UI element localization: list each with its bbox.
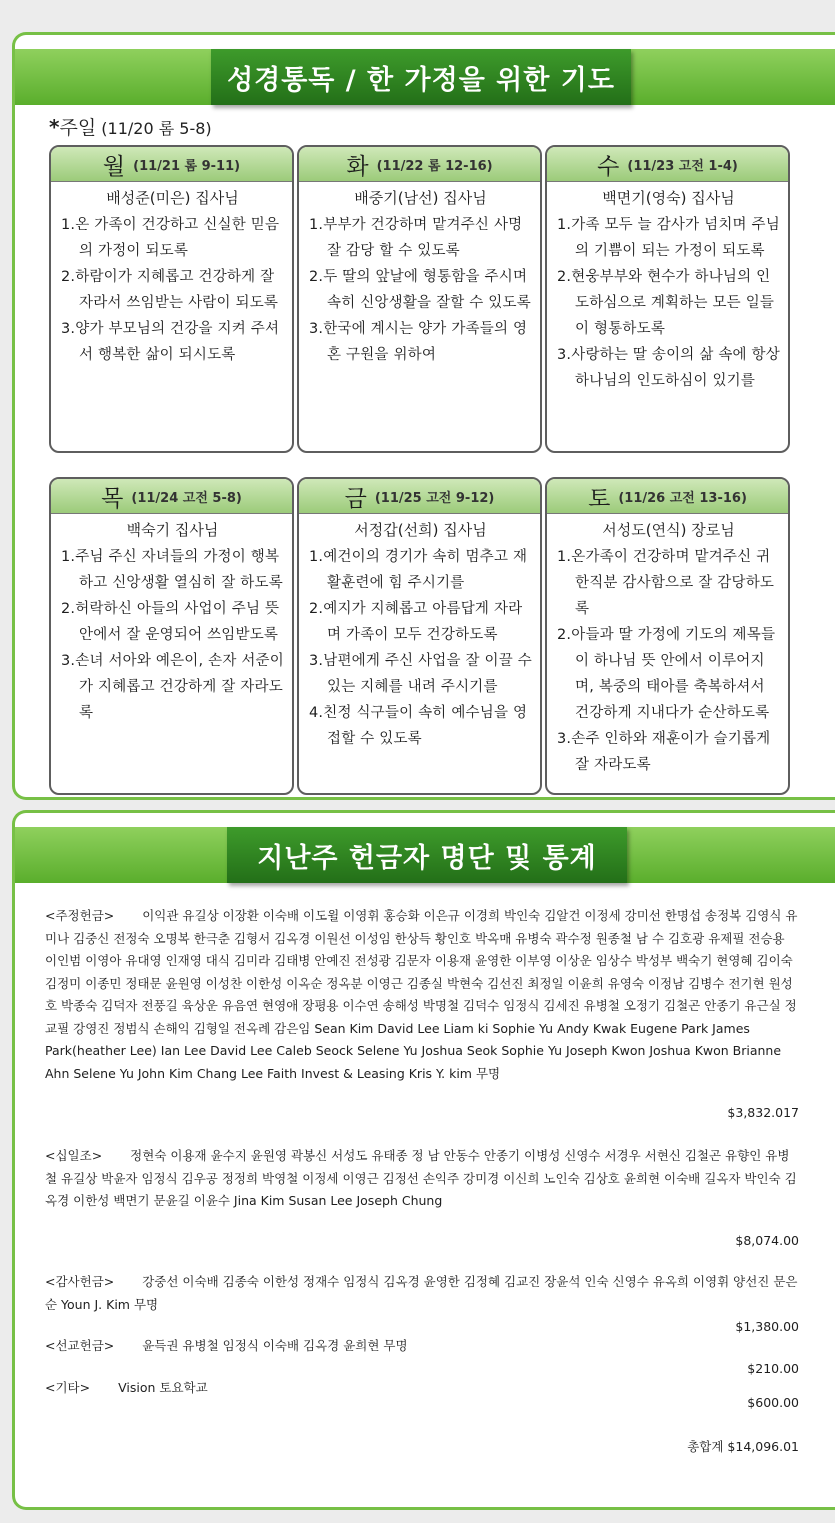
day-card	[297, 477, 542, 795]
offering-amount: $3,832.017	[727, 1105, 799, 1120]
day-body	[547, 513, 788, 793]
prayer-item: 2.아들과 딸 가정에 기도의 제목들이 하나님 뜻 안에서 이루어지며, 복중의 태아를 축복하셔서 건강하게 지내다가 순산하도록	[557, 627, 776, 721]
prayer-item: 3.남편에게 주신 사업을 잘 이끌 수 있는 지혜를 내려 주시기를	[309, 653, 532, 695]
day-tab	[299, 479, 540, 513]
day-card	[49, 477, 294, 795]
offering-names: Vision 토요학교	[118, 1380, 208, 1395]
day-tab	[51, 147, 292, 181]
day-name: 화	[346, 153, 369, 180]
prayer-item: 1.온가족이 건강하며 맡겨주신 귀한직분 감사함으로 잘 감당하도록	[557, 549, 775, 617]
star-mark: *	[49, 115, 60, 139]
sunday-reading	[49, 113, 212, 140]
offering-names: 강중선 이숙배 김종숙 이한성 정재수 임정식 김옥경 윤영한 김정혜 김교진 장윤석 인숙 신영수 유옥희 이영휘 양선진 문은순 Youn J. Kim 무명	[45, 1274, 798, 1312]
family-name: 배중기(남선) 집사님	[354, 189, 487, 207]
offering-category: <감사헌금>	[45, 1274, 115, 1289]
prayer-item: 1.예건이의 경기가 속히 멈추고 재활훈련에 힘 주시기를	[309, 549, 528, 591]
day-reading-ref: (11/26 고전 13-16)	[618, 490, 747, 506]
family-name: 서성도(연식) 장로님	[602, 521, 735, 539]
bible-banner	[15, 49, 835, 105]
prayer-item: 1.주님 주신 자녀들의 가정이 행복하고 신앙생활 열심히 잘 하도록	[61, 549, 283, 591]
prayer-item: 2.허락하신 아들의 사업이 주님 뜻 안에서 잘 운영되어 쓰임받도록	[61, 601, 280, 643]
bible-section-title: 성경통독 / 한 가정을 위한 기도	[211, 49, 631, 105]
offering-group-mission	[45, 1335, 799, 1358]
day-reading-ref: (11/23 고전 1-4)	[627, 158, 738, 174]
offering-banner	[15, 827, 835, 883]
prayer-item: 2.현웅부부와 현수가 하나님의 인도하심으로 계획하는 모든 일들이 형통하도록	[557, 269, 775, 337]
day-reading-ref: (11/24 고전 5-8)	[131, 490, 242, 506]
day-name: 금	[344, 485, 367, 512]
prayer-item: 3.양가 부모님의 건강을 지켜 주셔서 행복한 삶이 되시도록	[61, 321, 280, 363]
sunday-day-label: 주일	[59, 117, 97, 139]
offering-section	[12, 810, 835, 1510]
offering-category: <주정헌금>	[45, 908, 115, 923]
offering-names: 정현숙 이용재 윤수지 윤원영 곽봉신 서성도 유태종 정 남 안동수 안종기 이병성 신영수 서경우 서현신 김철곤 유향인 유병철 유길상 박윤자 임정식 김우공 정정희 박영철 이정세 이영근 김정선 손익주 강미경 이신희 노인숙 김상호 윤희현 이숙배 길옥자 박인숙 김옥경 이한성 백면기 문윤길 이윤수 Jina Kim Susan Lee Joseph Chung	[45, 1148, 797, 1208]
prayer-item: 1.가족 모두 늘 감사가 넘치며 주님의 기쁨이 되는 가정이 되도록	[557, 217, 780, 259]
day-card	[297, 145, 542, 453]
sunday-ref: (11/20 롬 5-8)	[101, 119, 212, 138]
family-name: 백숙기 집사님	[126, 521, 219, 539]
day-tab	[547, 147, 788, 181]
bible-reading-section	[12, 32, 835, 800]
day-reading-ref: (11/21 롬 9-11)	[133, 158, 241, 174]
day-body	[547, 181, 788, 451]
day-body	[299, 513, 540, 793]
offering-section-title: 지난주 헌금자 명단 및 통계	[227, 827, 627, 883]
prayer-item: 4.친정 식구들이 속히 예수님을 영접할 수 있도록	[309, 705, 528, 747]
day-tab	[547, 479, 788, 513]
day-reading-ref: (11/22 롬 12-16)	[376, 158, 493, 174]
day-name: 목	[101, 485, 124, 512]
offering-amount: $210.00	[747, 1361, 799, 1376]
prayer-item: 1.온 가족이 건강하고 신실한 믿음의 가정이 되도록	[61, 217, 280, 259]
day-reading-ref: (11/25 고전 9-12)	[374, 490, 495, 506]
offering-category: <기타>	[45, 1380, 91, 1395]
day-card	[49, 145, 294, 453]
offering-group-weekly	[45, 905, 799, 1085]
offering-amount: $8,074.00	[735, 1233, 799, 1248]
day-body	[51, 181, 292, 451]
family-name: 배성준(미은) 집사님	[106, 189, 239, 207]
family-name: 서정갑(선희) 집사님	[354, 521, 487, 539]
offering-amount: $1,380.00	[735, 1319, 799, 1334]
offering-names: 윤득권 유병철 임정식 이숙배 김옥경 윤희현 무명	[142, 1338, 408, 1353]
day-card	[545, 477, 790, 795]
offering-category: <선교헌금>	[45, 1338, 115, 1353]
prayer-item: 3.손녀 서아와 예은이, 손자 서준이가 지혜롭고 건강하게 잘 자라도록	[61, 653, 284, 721]
offering-amount: $600.00	[747, 1395, 799, 1410]
day-name: 토	[588, 485, 611, 512]
offering-group-thanks	[45, 1271, 799, 1316]
day-name: 월	[102, 153, 126, 180]
prayer-item: 1.부부가 건강하며 맡겨주신 사명 잘 감당 할 수 있도록	[309, 217, 523, 259]
prayer-item: 3.사랑하는 딸 송이의 삶 속에 항상 하나님의 인도하심이 있기를	[557, 347, 780, 389]
day-card	[545, 145, 790, 453]
day-body	[299, 181, 540, 451]
prayer-item: 2.하람이가 지혜롭고 건강하게 잘 자라서 쓰임받는 사람이 되도록	[61, 269, 279, 311]
offering-group-other	[45, 1377, 799, 1400]
prayer-item: 3.손주 인하와 재훈이가 슬기롭게 잘 자라도록	[557, 731, 771, 773]
day-body	[51, 513, 292, 793]
prayer-item: 2.예지가 지혜롭고 아름답게 자라며 가족이 모두 건강하도록	[309, 601, 523, 643]
day-name: 수	[597, 153, 620, 180]
day-tab	[299, 147, 540, 181]
offering-names: 이익관 유길상 이장환 이숙배 이도윌 이영휘 홍승화 이은규 이경희 박인숙 김알건 이정세 강미선 한명섭 송정복 김영식 유미나 김중신 전정숙 오명복 한극춘 김형서 김옥경 이원선 이성임 한상득 황인호 박옥매 유병숙 곽수정 원종철 남 수 김호광 유제필 전승용 이인범 이영아 유대영 인재영 대식 김미라 김태병 안예진 전성광 김문자 이용재 윤영한 이부영 이상운 임상수 박성부 백숙기 현영혜 김이숙 김정미 이종민 정태문 윤원영 이성찬 이한성 이옥순 정옥분 이영근 김종실 박현숙 김선진 최정일 이윤희 유영숙 이정남 김병수 전기현 원성호 박종숙 김덕자 전풍길 육상운 유음연 현영애 장평용 이수연 송해성 박명철 김덕수 임정식 김세진 유병철 오정기 김철곤 안종기 유근실 정교필 강영진 정범식 손해익 김형일 전옥례 감은임 Sean Kim David Lee Liam ki Sophie Yu Andy Kwak Eugene Park James Park(heather Lee) Ian Lee David Lee Caleb Seock Selene Yu Joshua Seok Sophie Yu Joseph Kwon Joshua Kwon Brianne Ahn Selene Yu John Kim Chang Lee Faith Invest & Leasing Kris Y. kim 무명	[45, 908, 798, 1081]
offering-category: <십일조>	[45, 1148, 103, 1163]
day-tab	[51, 479, 292, 513]
prayer-item: 2.두 딸의 앞날에 형통함을 주시며 속히 신앙생활을 잘할 수 있도록	[309, 269, 531, 311]
offering-total: 총합계 $14,096.01	[687, 1439, 799, 1454]
offering-group-tithe	[45, 1145, 799, 1213]
prayer-item: 3.한국에 계시는 양가 가족들의 영혼 구원을 위하여	[309, 321, 528, 363]
family-name: 백면기(영숙) 집사님	[602, 189, 735, 207]
